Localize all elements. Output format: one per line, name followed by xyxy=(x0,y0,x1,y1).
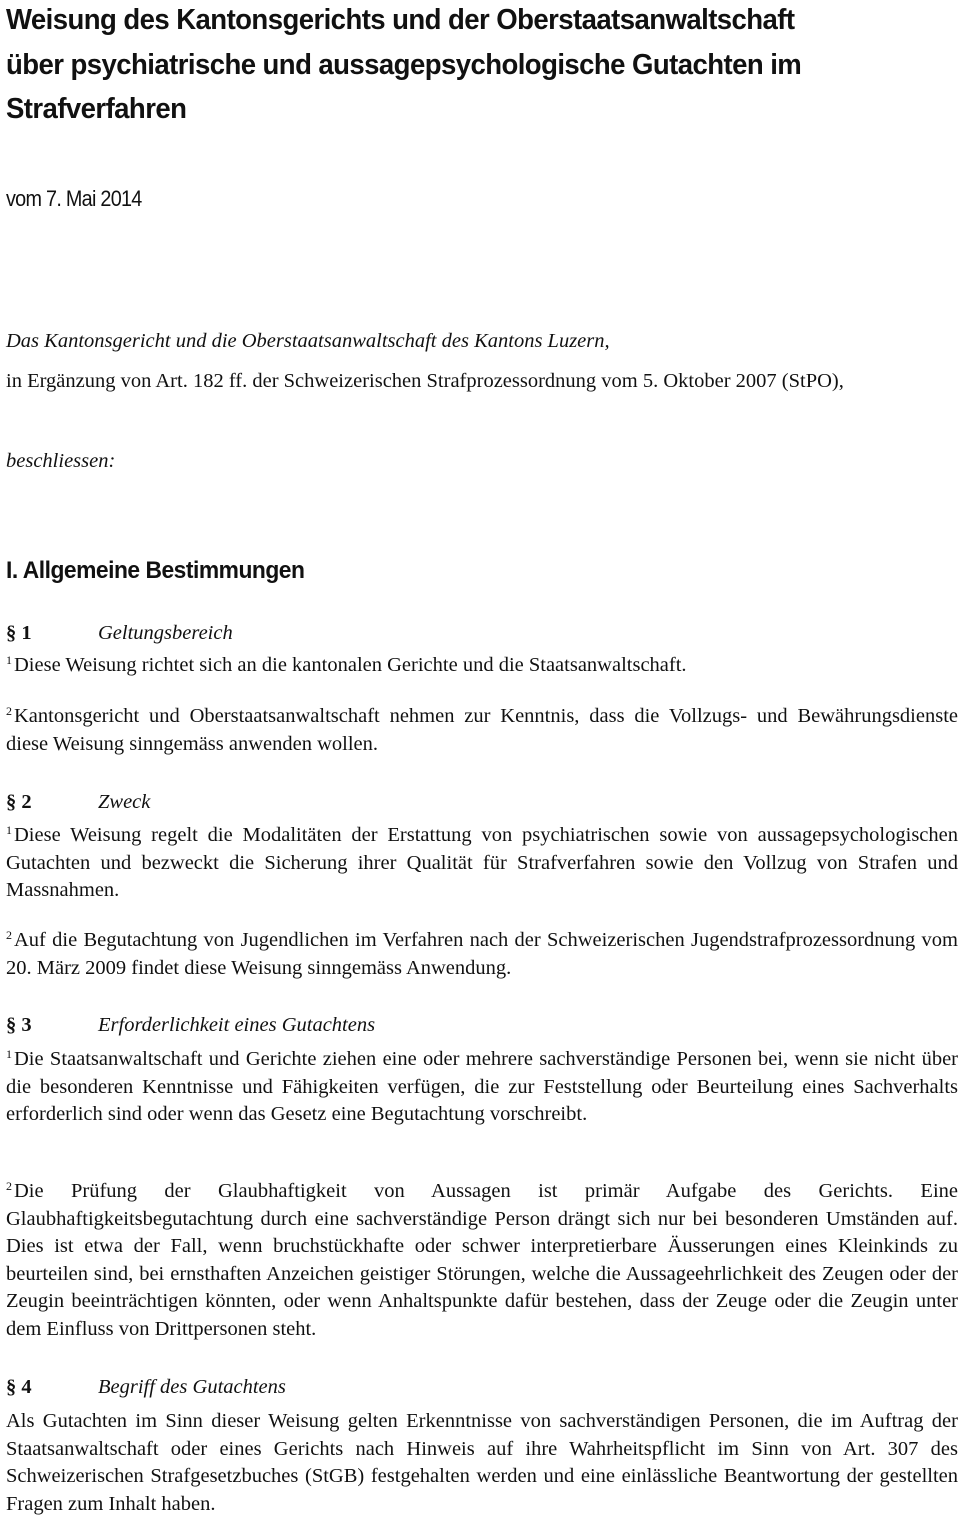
paragraph-1-clause-1 xyxy=(6,652,958,680)
clause-text: Auf die Begutachtung von Jugendlichen im Verfahren nach der Schweizerischen Jugendstrafprozessordnung vom 20. März 2009 findet diese Weisung sinngemäss Anwendung. xyxy=(6,929,958,979)
document-title xyxy=(6,0,918,132)
preamble-resolve: beschliessen: xyxy=(6,450,116,472)
paragraph-title: Erforderlichkeit eines Gutachtens xyxy=(98,1014,376,1036)
title-line-2: über psychiatrische und aussagepsychologische Gutachten im xyxy=(6,48,802,81)
paragraph-3-clause-2 xyxy=(6,1178,958,1343)
clause-text: Die Staatsanwaltschaft und Gerichte ziehen eine oder mehrere sachverständige Personen bei, wenn sie nicht über die besonderen Kenntnisse und Fähigkeiten verfügen, die zur Feststellung oder Beurteilung eines Sachverhalts erforderlich sind oder wenn das Gesetz eine Begutachtung vorschreibt. xyxy=(6,1048,958,1125)
paragraph-number: § 1 xyxy=(6,622,32,644)
clause-text: Als Gutachten im Sinn dieser Weisung gelten Erkenntnisse von sachverständigen Personen, die im Auftrag der Staatsanwaltschaft oder eines Gerichts nach Hinweis auf ihre Wahrheitspflicht im Sinn von Art. 307 des Schweizerischen Strafgesetzbuches (StGB) festgehalten werden und eine einlässliche Beantwortung der gestellten Fragen zum Inhalt haben. xyxy=(6,1410,958,1515)
paragraph-title: Geltungsbereich xyxy=(98,622,233,644)
paragraph-1-clause-2 xyxy=(6,703,958,758)
title-line-3: Strafverfahren xyxy=(6,93,187,125)
preamble-basis: in Ergänzung von Art. 182 ff. der Schweizerischen Strafprozessordnung vom 5. Oktober 2007 (StPO), xyxy=(6,370,844,392)
clause-number: 2 xyxy=(6,704,12,718)
paragraph-2-clause-2 xyxy=(6,927,958,982)
clause-number: 2 xyxy=(6,928,12,942)
title-line-1: Weisung des Kantonsgerichts und der Oberstaatsanwaltschaft xyxy=(6,4,795,36)
section-heading: I. Allgemeine Bestimmungen xyxy=(6,557,305,584)
paragraph-number: § 4 xyxy=(6,1376,32,1398)
clause-number: 2 xyxy=(6,1179,12,1193)
paragraph-3-clause-1 xyxy=(6,1046,958,1129)
paragraph-title: Zweck xyxy=(98,791,151,813)
paragraph-title: Begriff des Gutachtens xyxy=(98,1376,286,1398)
clause-text: Diese Weisung regelt die Modalitäten der Erstattung von psychiatrischen sowie von aussagepsychologischen Gutachten und bezweckt die Sicherung ihrer Qualität für Strafverfahren sowie den Vollzug von Strafen und Massnahmen. xyxy=(6,824,958,901)
paragraph-2-clause-1 xyxy=(6,822,958,905)
clause-text: Kantonsgericht und Oberstaatsanwaltschaft nehmen zur Kenntnis, dass die Vollzugs- und Bewährungsdienste diese Weisung sinngemäss anwenden wollen. xyxy=(6,705,958,755)
clause-text: Die Prüfung der Glaubhaftigkeit von Aussagen ist primär Aufgabe des Gerichts. Eine Glaubhaftigkeitsbegutachtung durch eine sachverständige Person drängt sich nur bei besonderen Umständen auf. Dies ist etwa der Fall, wenn bruchstückhafte oder schwer interpretierbare Äusserungen eines Kleinkinds zu beurteilen sind, bei ernsthaften Anzeichen geistiger Störungen, welche die Aussageehrlichkeit des Zeugen oder der Zeugin beeinträchtigen könnten, oder wenn Anhaltspunkte dafür bestehen, dass der Zeuge oder die Zeugin unter dem Einfluss von Drittpersonen steht. xyxy=(6,1180,958,1340)
paragraph-number: § 3 xyxy=(6,1014,32,1036)
clause-number: 1 xyxy=(6,1047,12,1061)
preamble-issuers: Das Kantonsgericht und die Oberstaatsanwaltschaft des Kantons Luzern, xyxy=(6,330,610,352)
document-date: vom 7. Mai 2014 xyxy=(6,186,142,211)
paragraph-number: § 2 xyxy=(6,791,32,813)
paragraph-4-clause-1 xyxy=(6,1408,958,1518)
clause-number: 1 xyxy=(6,823,12,837)
clause-text: Diese Weisung richtet sich an die kantonalen Gerichte und die Staatsanwaltschaft. xyxy=(14,654,687,676)
clause-number: 1 xyxy=(6,653,12,667)
